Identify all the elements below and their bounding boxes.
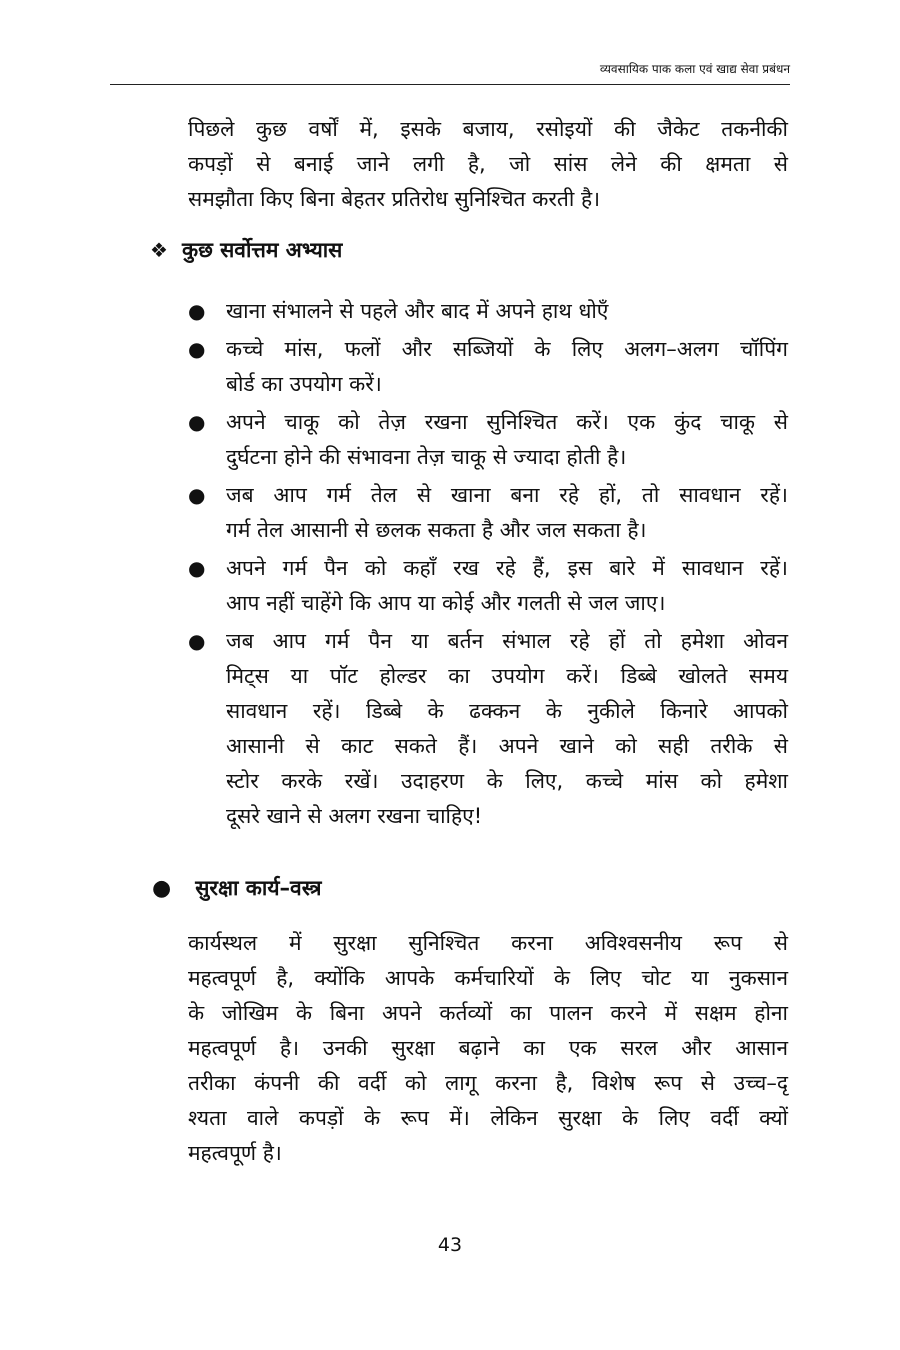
list-item-line: खाना संभालने से पहले और बाद में अपने हाथ धोएँ <box>226 299 609 323</box>
bullet-dot-icon: ● <box>188 337 206 361</box>
list-item <box>188 624 788 834</box>
paragraph-line: समझौता किए बिना बेहतर प्रतिरोध सुनिश्चित करती है। <box>188 187 601 211</box>
paragraph-line: श्यता वाले कपड़ों के रूप में। लेकिन सुरक्षा के लिए वर्दी क्यों <box>188 1106 788 1130</box>
list-item <box>188 551 788 621</box>
page-number: 43 <box>437 1234 463 1256</box>
heading-text: सुरक्षा कार्य–वस्त्र <box>195 876 322 900</box>
paragraph-line: महत्वपूर्ण है। <box>188 1141 282 1165</box>
safety-workwear-paragraph <box>188 926 788 1171</box>
safety-workwear-heading <box>152 874 321 902</box>
paragraph-line: कार्यस्थल में सुरक्षा सुनिश्चित करना अविश्वसनीय रूप से <box>188 931 788 955</box>
bullet-dot-icon: ● <box>188 629 206 653</box>
list-item-line: मिट्स या पॉट होल्डर का उपयोग करें। डिब्बे खोलते समय <box>226 664 788 688</box>
list-item-line: बोर्ड का उपयोग करें। <box>226 372 382 396</box>
heading-text: कुछ सर्वोत्तम अभ्यास <box>181 238 343 262</box>
paragraph-line: तरीका कंपनी की वर्दी को लागू करना है, विशेष रूप से उच्च–दृ <box>188 1071 788 1095</box>
list-item-line: दूसरे खाने से अलग रखना चाहिए! <box>226 804 483 828</box>
paragraph-line: के जोखिम के बिना अपने कर्तव्यों का पालन करने में सक्षम होना <box>188 1001 788 1025</box>
list-item-line: स्टोर करके रखें। उदाहरण के लिए, कच्चे मांस को हमेशा <box>226 769 788 793</box>
list-item <box>188 478 788 548</box>
list-item <box>188 294 788 329</box>
bullet-dot-icon: ● <box>188 299 206 323</box>
list-item-line: जब आप गर्म तेल से खाना बना रहे हों, तो सावधान रहें। <box>226 483 788 507</box>
best-practices-list <box>188 294 788 837</box>
list-item-line: अपने चाकू को तेज़ रखना सुनिश्चित करें। एक कुंद चाकू से <box>226 410 788 434</box>
paragraph-line: महत्वपूर्ण है। उनकी सुरक्षा बढ़ाने का एक सरल और आसान <box>188 1036 788 1060</box>
bullet-dot-icon: ● <box>188 556 206 580</box>
list-item-line: सावधान रहें। डिब्बे के ढक्कन के नुकीले किनारे आपको <box>226 699 788 723</box>
paragraph-line: पिछले कुछ वर्षों में, इसके बजाय, रसोइयों की जैकेट तकनीकी <box>188 117 788 141</box>
list-item-line: गर्म तेल आसानी से छलक सकता है और जल सकता है। <box>226 518 647 542</box>
best-practices-heading <box>150 236 342 264</box>
list-item-line: अपने गर्म पैन को कहाँ रख रहे हैं, इस बारे में सावधान रहें। <box>226 556 788 580</box>
book-title: व्यवसायिक पाक कला एवं खाद्य सेवा प्रबंधन <box>599 62 790 76</box>
list-item-line: दुर्घटना होने की संभावना तेज़ चाकू से ज्यादा होती है। <box>226 445 627 469</box>
list-item-line: कच्चे मांस, फलों और सब्जियों के लिए अलग–अलग चॉपिंग <box>226 337 788 361</box>
list-item-line: आप नहीं चाहेंगे कि आप या कोई और गलती से जल जाए। <box>226 591 666 615</box>
paragraph-line: महत्वपूर्ण है, क्योंकि आपके कर्मचारियों के लिए चोट या नुकसान <box>188 966 788 990</box>
list-item-line: जब आप गर्म पैन या बर्तन संभाल रहे हों तो हमेशा ओवन <box>226 629 788 653</box>
intro-paragraph <box>188 112 788 217</box>
running-header <box>110 58 790 85</box>
list-item <box>188 332 788 402</box>
list-item <box>188 405 788 475</box>
bullet-dot-icon: ● <box>188 483 206 507</box>
paragraph-line: कपड़ों से बनाई जाने लगी है, जो सांस लेने की क्षमता से <box>188 152 788 176</box>
diamond-bullet-icon: ❖ <box>150 238 168 262</box>
list-item-line: आसानी से काट सकते हैं। अपने खाने को सही तरीके से <box>226 734 788 758</box>
bullet-dot-icon: ● <box>188 410 206 434</box>
bullet-dot-icon: ● <box>152 875 172 901</box>
